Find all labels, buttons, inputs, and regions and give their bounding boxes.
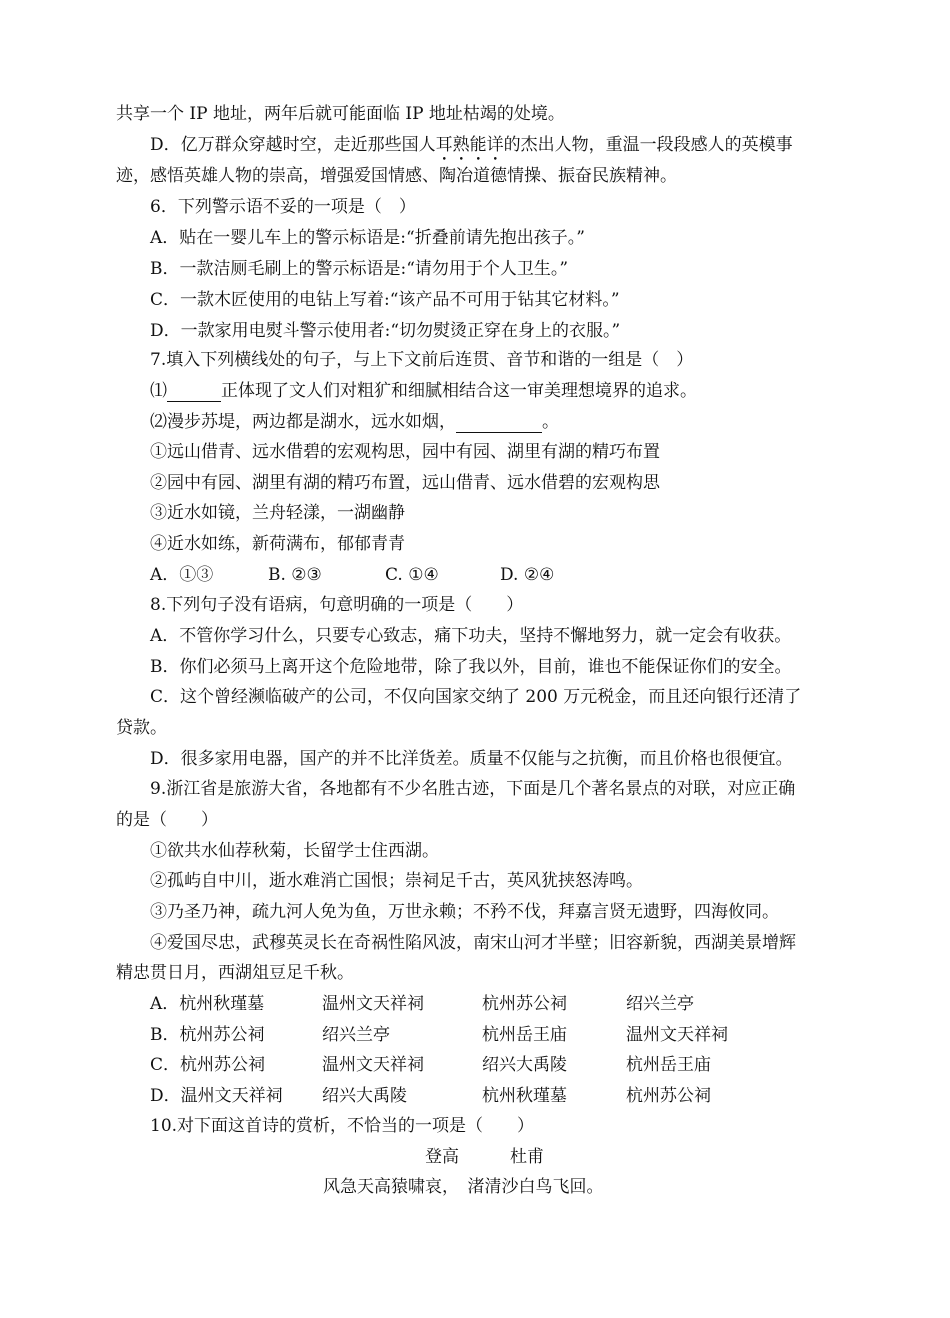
- q9-option-b-2: 绍兴兰亭: [322, 1025, 390, 1045]
- q7-choice-c: C. ①④: [385, 565, 439, 585]
- q6-stem: 6．下列警示语不妥的一项是（ ）: [150, 197, 416, 217]
- poem-title: 登高 杜甫: [425, 1147, 544, 1167]
- q7-s1-prefix: ⑴: [150, 381, 167, 401]
- q7-blank-1: [167, 382, 221, 402]
- poem-line-1: 风急天高猿啸哀， 渚清沙白鸟飞回。: [323, 1177, 604, 1197]
- q7-choice-d: D. ②④: [500, 565, 555, 585]
- q7-s1-text: 正体现了文人们对粗犷和细腻相结合这一审美理想境界的追求。: [221, 381, 697, 401]
- q5-d-part1: D．亿万群众穿越时空，走近那些国人: [150, 135, 436, 155]
- q7-blank-2: [456, 413, 542, 433]
- q9-option-b-4: 温州文天祥祠: [626, 1025, 728, 1045]
- q7-s2-prefix: ⑵漫步苏堤，两边都是湖水，远水如烟，: [150, 412, 456, 432]
- q9-option-c-2: 温州文天祥祠: [322, 1055, 424, 1075]
- q7-sentence-1: [150, 380, 697, 402]
- q7-sentence-2: [150, 411, 559, 433]
- q9-option-a-1: A．杭州秋瑾墓: [150, 994, 265, 1014]
- q5-d-emphasis-word: 耳熟能详: [435, 135, 504, 155]
- q7-choice-a: A．①③: [150, 565, 214, 585]
- q7-option-3: ③近水如镜，兰舟轻漾，一湖幽静: [150, 503, 405, 523]
- q9-couplet-1: ①欲共水仙荐秋菊，长留学士住西湖。: [150, 841, 439, 861]
- q5-option-c-tail: 共享一个 IP 地址，两年后就可能面临 IP 地址枯竭的处境。: [116, 104, 565, 124]
- q6-option-c: C．一款木匠使用的电钻上写着:“该产品不可用于钻其它材料。”: [150, 290, 620, 310]
- q9-option-d-4: 杭州苏公祠: [626, 1086, 711, 1106]
- q7-option-1: ①远山借青、远水借碧的宏观构思，园中有园、湖里有湖的精巧布置: [150, 442, 660, 462]
- q7-option-2: ②园中有园、湖里有湖的精巧布置，远山借青、远水借碧的宏观构思: [150, 473, 660, 493]
- q8-stem: 8.下列句子没有语病，句意明确的一项是（ ）: [150, 595, 524, 615]
- q5-option-d: [150, 134, 793, 165]
- q5-d-part2: 的杰出人物，重温一段段感人的英模事: [503, 135, 793, 155]
- q9-stem: 9.浙江省是旅游大省，各地都有不少名胜古迹，下面是几个著名景点的对联，对应正确: [150, 779, 796, 799]
- q9-stem-line2: 的是（ ）: [116, 810, 218, 830]
- q9-option-c-1: C．杭州苏公祠: [150, 1055, 266, 1075]
- q8-option-d: D．很多家用电器，国产的并不比洋货差。质量不仅能与之抗衡，而且价格也很便宜。: [150, 749, 793, 769]
- q9-option-d-2: 绍兴大禹陵: [322, 1086, 407, 1106]
- q8-option-c-line2: 贷款。: [116, 718, 167, 738]
- q9-option-a-2: 温州文天祥祠: [322, 994, 424, 1014]
- q9-option-a-4: 绍兴兰亭: [626, 994, 694, 1014]
- q8-option-a: A．不管你学习什么，只要专心致志，痛下功夫，坚持不懈地努力，就一定会有收获。: [150, 626, 792, 646]
- q9-option-c-4: 杭州岳王庙: [626, 1055, 711, 1075]
- q9-couplet-4-line2: 精忠贯日月，西湖俎豆足千秋。: [116, 963, 354, 983]
- q7-s2-suffix: 。: [542, 412, 559, 432]
- q10-stem: 10.对下面这首诗的赏析，不恰当的一项是（ ）: [150, 1116, 535, 1136]
- q9-option-b-1: B．杭州苏公祠: [150, 1025, 265, 1045]
- q8-option-b: B．你们必须马上离开这个危险地带，除了我以外，目前，谁也不能保证你们的安全。: [150, 657, 792, 677]
- q6-option-a: A．贴在一婴儿车上的警示标语是:“折叠前请先抱出孩子。”: [150, 228, 585, 248]
- q9-option-d-3: 杭州秋瑾墓: [482, 1086, 567, 1106]
- q9-couplet-3: ③乃圣乃神，疏九河人免为鱼，万世永赖；不矜不伐，拜嘉言贤无遗野，四海攸同。: [150, 902, 779, 922]
- q6-option-b: B．一款洁厕毛刷上的警示标语是:“请勿用于个人卫生。”: [150, 259, 569, 279]
- q9-option-b-3: 杭州岳王庙: [482, 1025, 567, 1045]
- q9-couplet-2: ②孤屿自中川，逝水难消亡国恨；崇祠足千古，英风犹挟怒涛鸣。: [150, 871, 643, 891]
- q6-option-d: D．一款家用电熨斗警示使用者:“切勿熨烫正穿在身上的衣服。”: [150, 321, 621, 341]
- q9-option-d-1: D．温州文天祥祠: [150, 1086, 283, 1106]
- q7-choice-b: B. ②③: [268, 565, 322, 585]
- q8-option-c: C．这个曾经濒临破产的公司，不仅向国家交纳了 200 万元税金，而且还向银行还清了: [150, 687, 802, 707]
- q9-option-c-3: 绍兴大禹陵: [482, 1055, 567, 1075]
- q9-option-a-3: 杭州苏公祠: [482, 994, 567, 1014]
- q7-option-4: ④近水如练，新荷满布，郁郁青青: [150, 534, 405, 554]
- q7-stem: 7.填入下列横线处的句子，与上下文前后连贯、音节和谐的一组是（ ）: [150, 350, 694, 370]
- q9-couplet-4: ④爱国尽忠，武穆英灵长在奇祸性陷风波，南宋山河才半壁；旧容新貌，西湖美景增辉: [150, 933, 796, 953]
- q5-option-d-line2: 迹，感悟英雄人物的崇高，增强爱国情感、陶冶道德情操、振奋民族精神。: [116, 166, 677, 186]
